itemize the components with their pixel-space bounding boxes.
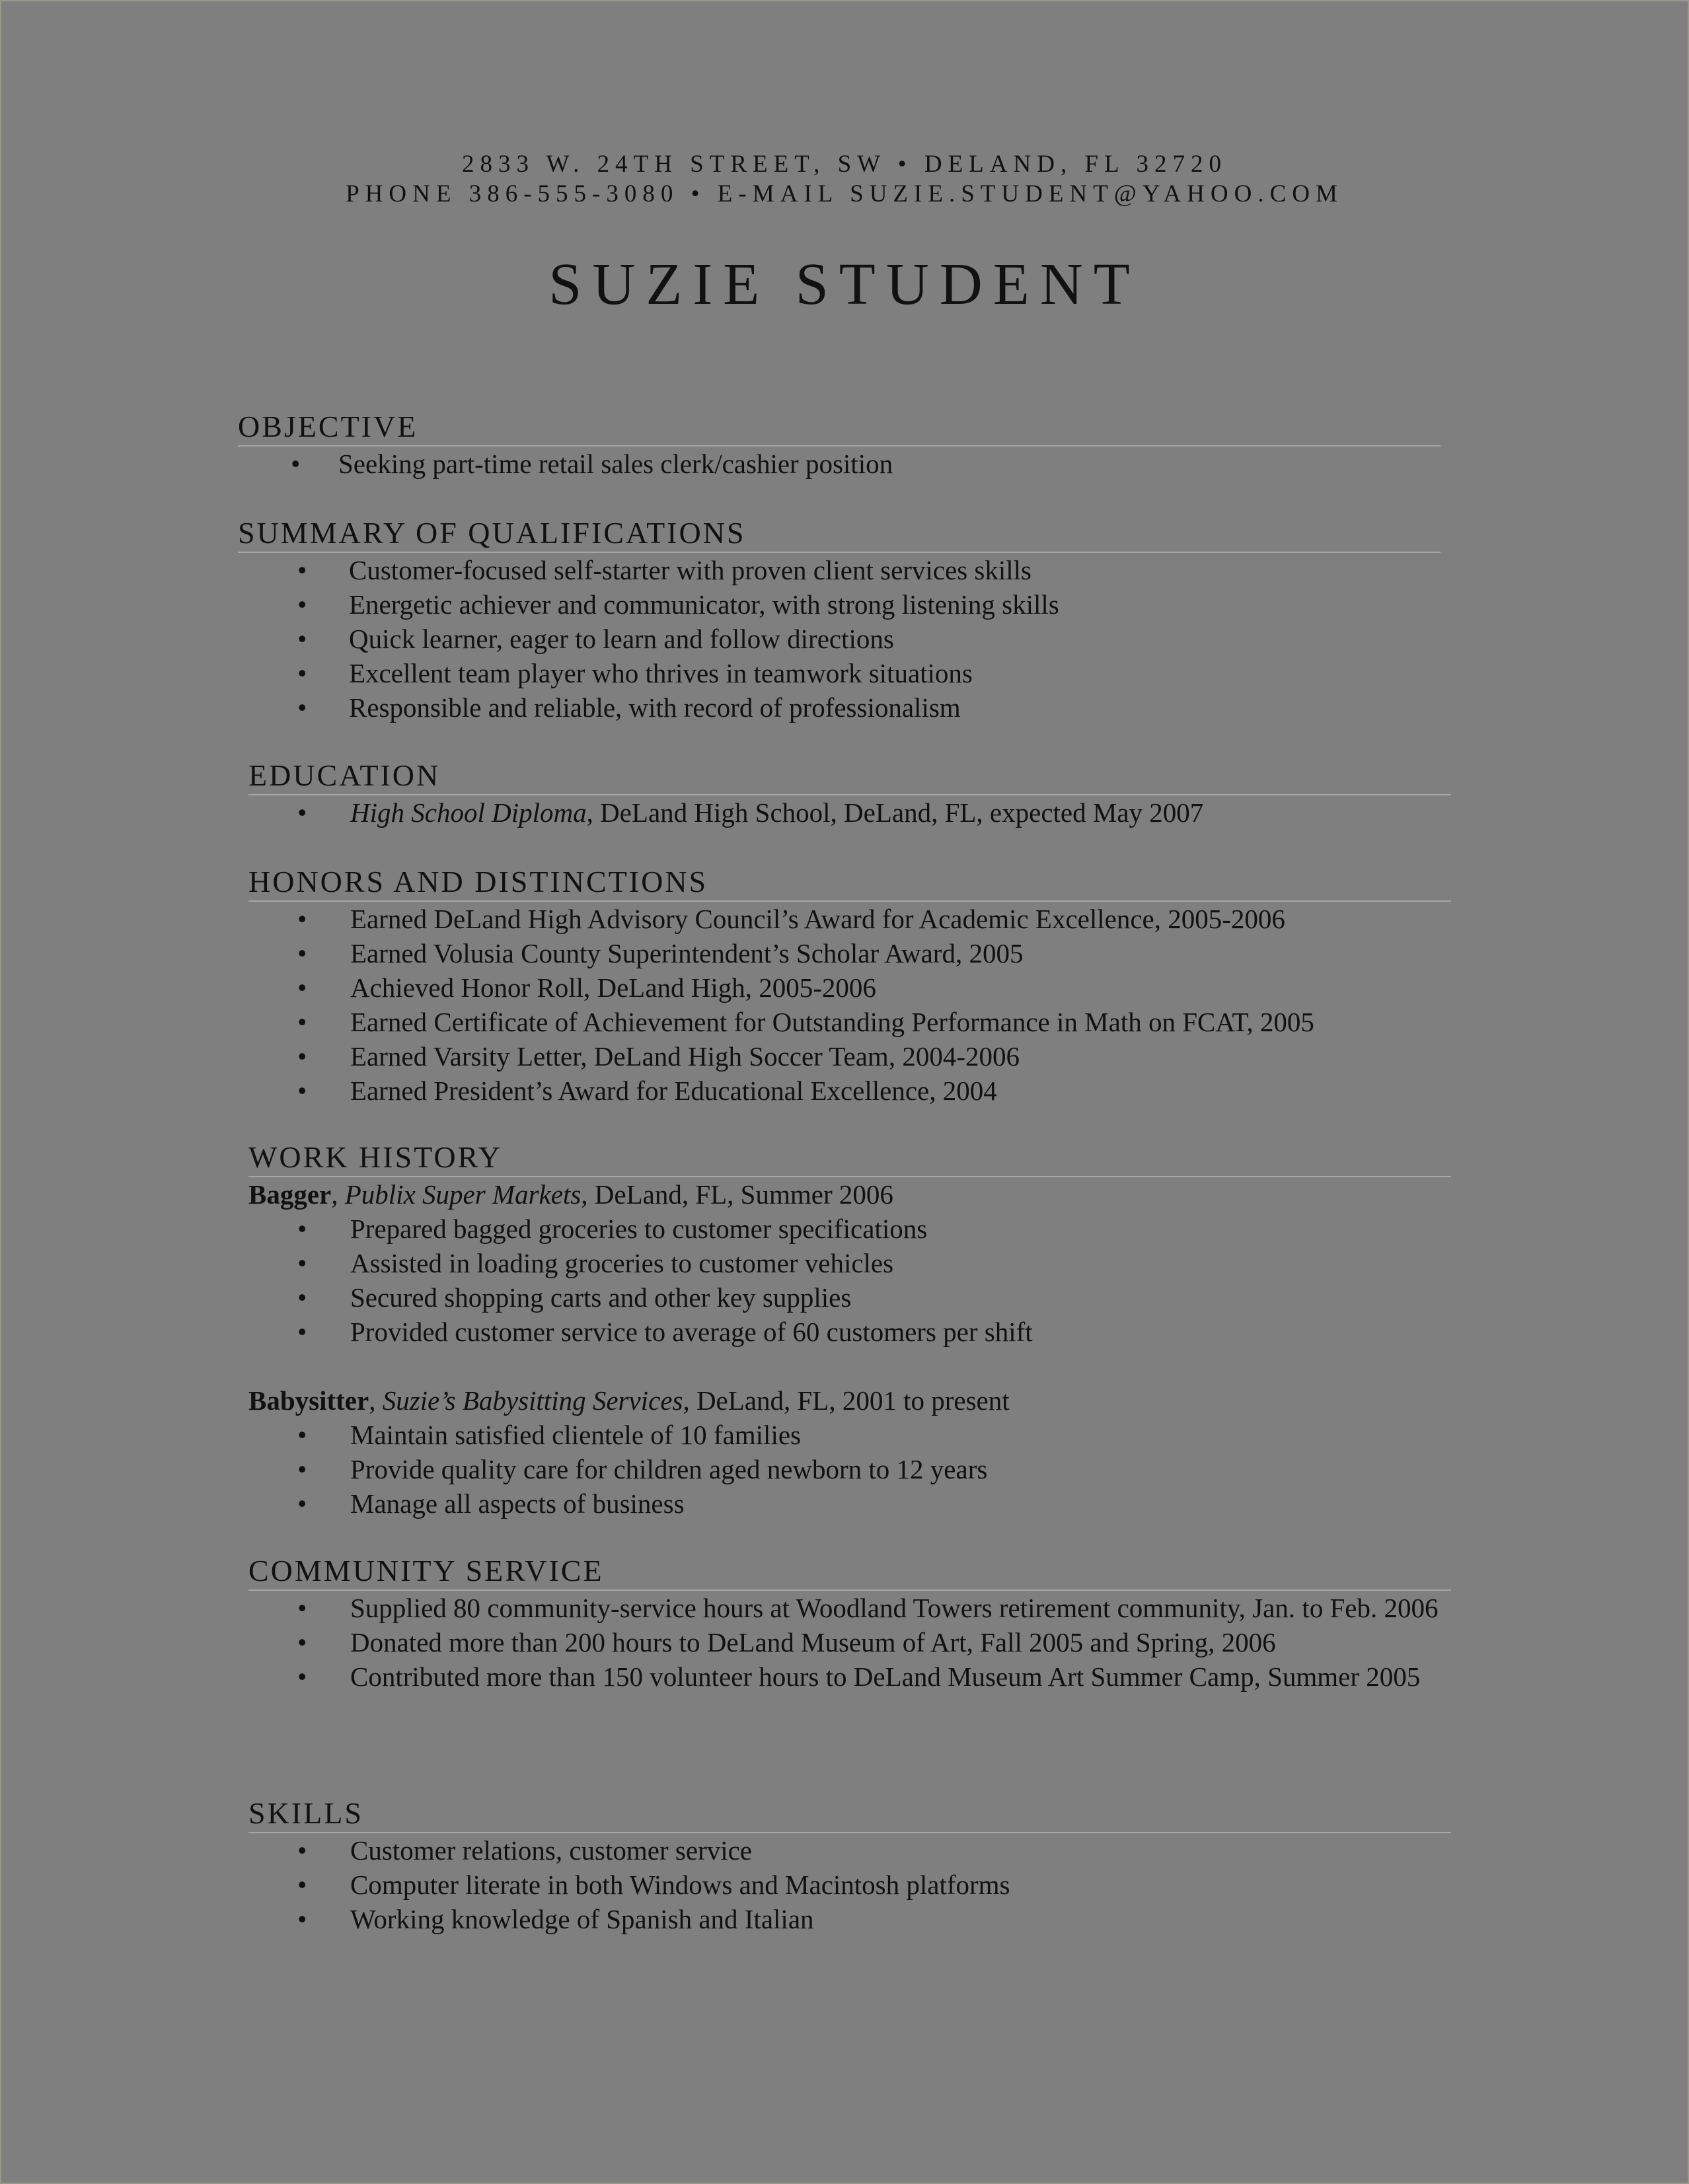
bullet: • xyxy=(297,1835,307,1866)
bullet: • xyxy=(297,1870,307,1900)
job-heading: Bagger, Publix Super Markets, DeLand, FL, Summer 2006 xyxy=(248,1179,893,1210)
bullet: • xyxy=(297,1282,307,1313)
bullet: • xyxy=(297,555,307,585)
list-item: • Customer relations, customer service xyxy=(248,1833,1487,1868)
education-list xyxy=(248,795,1451,830)
skills-section xyxy=(248,1796,1451,1936)
section-title-work: WORK HISTORY xyxy=(248,1140,1451,1177)
list-item: • Seeking part-time retail sales clerk/cashier position xyxy=(238,447,1475,481)
objective-section xyxy=(238,410,1441,481)
contact-line: PHONE 386-555-3080 • E-MAIL SUZIE.STUDENT@YAHOO.COM xyxy=(346,180,1343,207)
job-role: Bagger xyxy=(248,1179,332,1210)
applicant-name: SUZIE STUDENT xyxy=(548,252,1141,317)
qualifications-section xyxy=(238,516,1441,725)
list-item: • Working knowledge of Spanish and Italian xyxy=(248,1902,1487,1936)
list-item: • Secured shopping carts and other key supplies xyxy=(248,1280,1487,1315)
bullet: • xyxy=(297,1075,307,1106)
skills-list xyxy=(248,1833,1451,1936)
list-item: • Supplied 80 community-service hours at Woodland Towers retirement community, Jan. to Feb. 2006 xyxy=(248,1591,1487,1625)
job-heading: Babysitter, Suzie’s Babysitting Services, DeLand, FL, 2001 to present xyxy=(248,1385,1010,1416)
section-title-education: EDUCATION xyxy=(248,758,1451,795)
honors-list xyxy=(248,902,1451,1108)
list-item: • Quick learner, eager to learn and follow directions xyxy=(238,622,1485,656)
list-item: • Computer literate in both Windows and Macintosh platforms xyxy=(248,1868,1487,1902)
job-duties-list xyxy=(248,1418,1451,1521)
job-role: Babysitter xyxy=(248,1385,369,1416)
list-item: • Provide quality care for children aged newborn to 12 years xyxy=(248,1452,1487,1486)
bullet: • xyxy=(297,692,307,723)
spacer xyxy=(248,1349,1451,1383)
list-item: • Earned Varsity Letter, DeLand High Soccer Team, 2004-2006 xyxy=(248,1039,1487,1074)
list-item: • Responsible and reliable, with record of professionalism xyxy=(238,690,1485,725)
list-item: • Assisted in loading groceries to customer vehicles xyxy=(248,1246,1487,1280)
list-item: • Energetic achiever and communicator, with strong listening skills xyxy=(238,587,1485,622)
list-item: • Prepared bagged groceries to customer specifications xyxy=(248,1212,1487,1246)
list-item: • Maintain satisfied clientele of 10 families xyxy=(248,1418,1487,1452)
list-item: • Earned Certificate of Achievement for Outstanding Performance in Math on FCAT, 2005 xyxy=(248,1005,1487,1039)
bullet: • xyxy=(297,589,307,620)
bullet: • xyxy=(297,1661,307,1692)
list-item: • Achieved Honor Roll, DeLand High, 2005-2006 xyxy=(248,970,1487,1005)
bullet: • xyxy=(297,972,307,1003)
bullet: • xyxy=(297,1248,307,1278)
community-section xyxy=(248,1554,1451,1694)
bullet: • xyxy=(297,938,307,968)
bullet: • xyxy=(297,1317,307,1347)
qualifications-list xyxy=(238,553,1441,725)
address-line: 2833 W. 24TH STREET, SW • DELAND, FL 32720 xyxy=(461,151,1228,178)
bullet: • xyxy=(297,1420,307,1450)
bullet: • xyxy=(297,1488,307,1519)
education-degree: High School Diploma xyxy=(350,797,587,828)
community-list xyxy=(248,1591,1451,1694)
bullet: • xyxy=(297,1007,307,1037)
bullet: • xyxy=(297,1041,307,1072)
section-title-honors: HONORS AND DISTINCTIONS xyxy=(248,865,1451,902)
bullet: • xyxy=(297,1214,307,1244)
section-title-community: COMMUNITY SERVICE xyxy=(248,1554,1451,1591)
job-details: , DeLand, FL, 2001 to present xyxy=(683,1385,1010,1416)
education-details: , DeLand High School, DeLand, FL, expected May 2007 xyxy=(586,797,1204,828)
job-company: Suzie’s Babysitting Services xyxy=(382,1385,683,1416)
work-section xyxy=(248,1140,1451,1521)
job-details: , DeLand, FL, Summer 2006 xyxy=(581,1179,893,1210)
list-item: • Contributed more than 150 volunteer hours to DeLand Museum Art Summer Camp, Summer 2005 xyxy=(248,1659,1487,1694)
job-duties-list xyxy=(248,1212,1451,1349)
bullet: • xyxy=(297,797,307,828)
bullet: • xyxy=(297,1454,307,1484)
bullet: • xyxy=(297,658,307,688)
list-item: • Earned DeLand High Advisory Council’s Award for Academic Excellence, 2005-2006 xyxy=(248,902,1487,936)
list-item: • Excellent team player who thrives in teamwork situations xyxy=(238,656,1485,690)
bullet: • xyxy=(297,1593,307,1623)
bullet: • xyxy=(297,624,307,654)
list-item: • Earned President’s Award for Educational Excellence, 2004 xyxy=(248,1074,1487,1108)
education-section xyxy=(248,758,1451,830)
job-company: Publix Super Markets xyxy=(344,1179,582,1210)
bullet: • xyxy=(297,1627,307,1657)
section-title-objective: OBJECTIVE xyxy=(238,410,1441,447)
list-item: • Customer-focused self-starter with proven client services skills xyxy=(238,553,1485,587)
list-item: • Manage all aspects of business xyxy=(248,1486,1487,1521)
objective-list xyxy=(238,447,1441,481)
list-item: • Earned Volusia County Superintendent’s Scholar Award, 2005 xyxy=(248,936,1487,970)
honors-section xyxy=(248,865,1451,1108)
bullet: • xyxy=(297,1904,307,1934)
section-title-skills: SKILLS xyxy=(248,1796,1451,1833)
list-item xyxy=(248,795,1487,830)
list-item: • Provided customer service to average of 60 customers per shift xyxy=(248,1315,1487,1349)
section-title-qualifications: SUMMARY OF QUALIFICATIONS xyxy=(238,516,1441,553)
bullet: • xyxy=(297,904,307,934)
bullet: • xyxy=(291,449,301,479)
list-item: • Donated more than 200 hours to DeLand Museum of Art, Fall 2005 and Spring, 2006 xyxy=(248,1625,1487,1659)
